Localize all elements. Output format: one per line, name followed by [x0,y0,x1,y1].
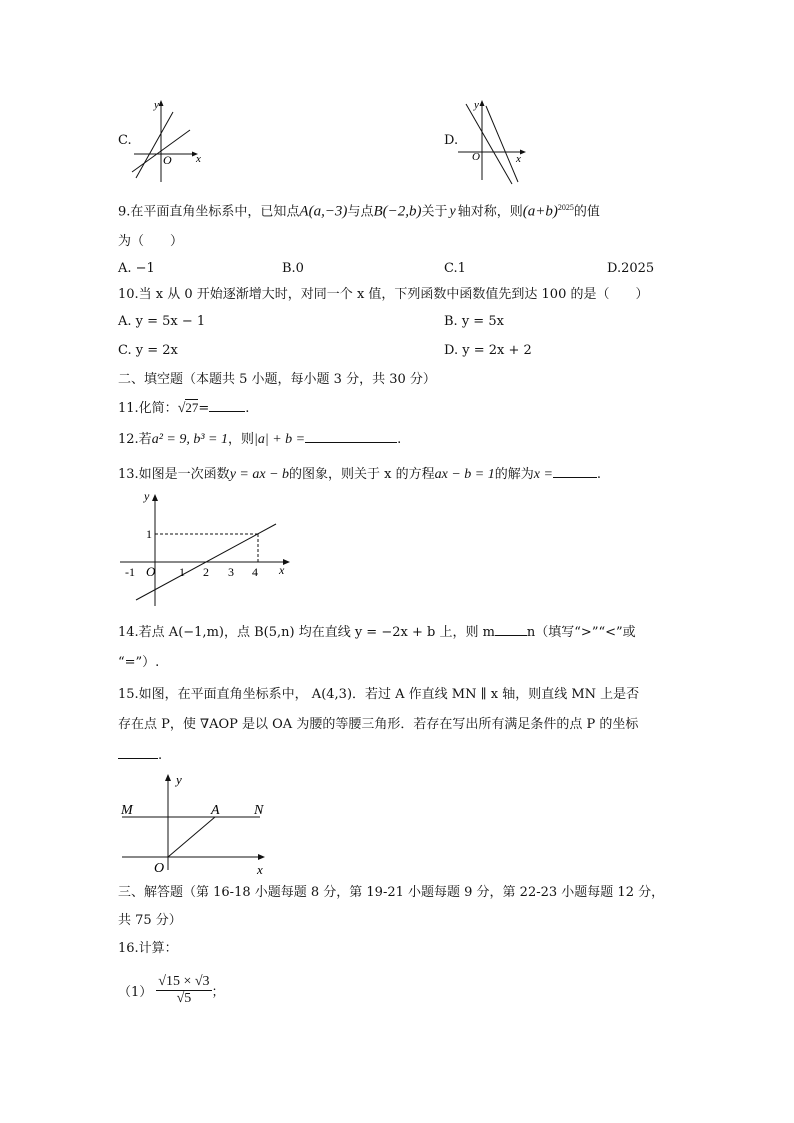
q16-end: ； [211,984,225,1000]
section3-line1: 三、解答题（第 16-18 小题每题 8 分，第 19-21 小题每题 9 分，第 22-23 小题每题 12 分， [118,885,665,900]
q12-end: . [397,432,402,447]
q12-cond: a² = 9, b³ = 1 [151,432,228,447]
q15-graph-a: A [211,803,220,818]
q13-graph-tick-3: 3 [228,565,234,579]
q15-graph-o: O [154,861,165,876]
q14-line1b: n（填写“>”“<”或 [526,625,636,640]
q9-line1 [118,199,600,221]
q15-line1: 15.如图，在平面直角坐标系中， A(4,3)．若过 A 作直线 MN ∥ x 轴，则直线 MN 上是否 [118,687,640,702]
q12-expr: |a| + b = [254,432,306,447]
figure-c-label: C. [118,133,132,148]
q14-line1 [118,623,636,642]
figure-c-y: y [154,99,159,111]
q9-expr: (a+b) [522,203,558,220]
figure-c [118,98,218,188]
q13-graph-tick-y1: 1 [146,527,152,541]
q13-graph-y: y [144,490,150,503]
q13-blank[interactable] [553,465,597,478]
q9-option-c: C.1 [444,261,466,276]
q10-option-b: B. y = 5x [444,314,504,329]
q10-option-c: C. y = 2x [118,343,178,358]
q16-denominator: √5 [176,990,192,1006]
q9-point-b: B(−2,b) [373,203,422,220]
q11-end: . [245,401,250,416]
q15-line3 [118,746,162,765]
q15-graph [118,770,288,878]
q16-fraction [156,974,211,1007]
q9-option-a: A. −1 [118,261,155,276]
q10-option-d: D. y = 2x + 2 [444,343,532,358]
q13-graph [118,490,298,610]
q15-line2: 存在点 P，使 ∇AOP 是以 OA 为腰的等腰三角形．若存在写出所有满足条件的点 P 的坐标 [118,717,639,732]
q13-prefix: 13.如图是一次函数 [118,467,230,482]
figure-c-graph [118,98,218,188]
q12-mid: ，则 [227,432,254,447]
q13-end: . [596,467,602,482]
q15-graph-n: N [254,803,264,818]
q10-stem: 10.当 x 从 0 开始逐渐增大时，对同一个 x 值，下列函数中函数值先到达 100 的是（ ） [118,287,649,302]
q9-suffix: 的值 [573,204,600,220]
q12-prefix: 12.若 [118,432,152,447]
q9-mid3: 轴对称，则 [457,204,523,220]
q13-graph-tick-neg1: -1 [125,565,135,579]
q10-option-a: A. y = 5x − 1 [118,314,206,329]
q9-line2: 为（ ） [118,234,184,249]
figure-c-origin: O [163,153,172,167]
q16-part1 [118,966,225,1014]
q16-numerator: √15 × √3 [158,973,210,989]
section3-line2: 共 75 分） [118,913,182,928]
q13-graph-origin: O [146,564,156,579]
q15-graph-m: M [121,803,133,818]
q15-end: . [158,748,163,763]
q15-blank[interactable] [118,746,158,759]
q15-graph-x: x [257,862,263,877]
q11-radicand: 27 [185,400,199,415]
q9-axis: y [449,204,456,220]
q13-graph-tick-2: 2 [203,565,209,579]
q16-part1-label: （1） [118,984,153,1000]
q12 [118,430,401,449]
q13-func: y = ax − b [229,467,290,482]
q11-suffix: = [198,401,210,416]
q9-option-b: B.0 [282,261,304,276]
figure-d [444,96,544,188]
q9-mid2: 关于 [421,204,448,220]
q14-line2: “=”）. [118,655,160,670]
q13-eq: ax − b = 1 [434,467,495,482]
q13-graph-x: x [279,563,285,577]
q9-mid1: 与点 [347,204,374,220]
figure-d-graph [444,96,544,188]
q16-title: 16.计算： [118,941,178,956]
q9-point-a: A(a,−3) [299,203,348,220]
figure-d-label: D. [444,133,459,148]
q11 [118,399,249,418]
q13-ans: x = [533,467,553,482]
q11-prefix: 11.化简： [118,401,178,416]
figure-d-origin: O [472,151,480,163]
q13-graph-tick-4: 4 [252,565,258,579]
q13-graph-tick-1: 1 [179,565,185,579]
q13-mid2: 的解为 [494,467,534,482]
q14-line1-text: 14.若点 A(−1,m)，点 B(5,n) 均在直线 y = −2x + b 上，则 m [118,625,495,640]
q9-option-d: D.2025 [607,261,655,276]
q15-graph-y: y [176,772,182,787]
figure-d-y: y [474,99,479,111]
q12-blank[interactable] [305,430,397,443]
section2-heading: 二、填空题（本题共 5 小题，每小题 3 分，共 30 分） [118,372,436,387]
q14-blank[interactable] [495,623,527,636]
q11-blank[interactable] [209,399,245,412]
q9-prefix: 9.在平面直角坐标系中，已知点 [118,204,300,220]
figure-c-x: x [196,153,201,165]
q11-sqrt: √27 [177,400,199,416]
q13 [118,465,601,484]
figure-d-x: x [516,153,521,165]
q9-exponent: 2025 [557,203,574,212]
q13-mid: 的图象，则关于 x 的方程 [289,467,435,482]
